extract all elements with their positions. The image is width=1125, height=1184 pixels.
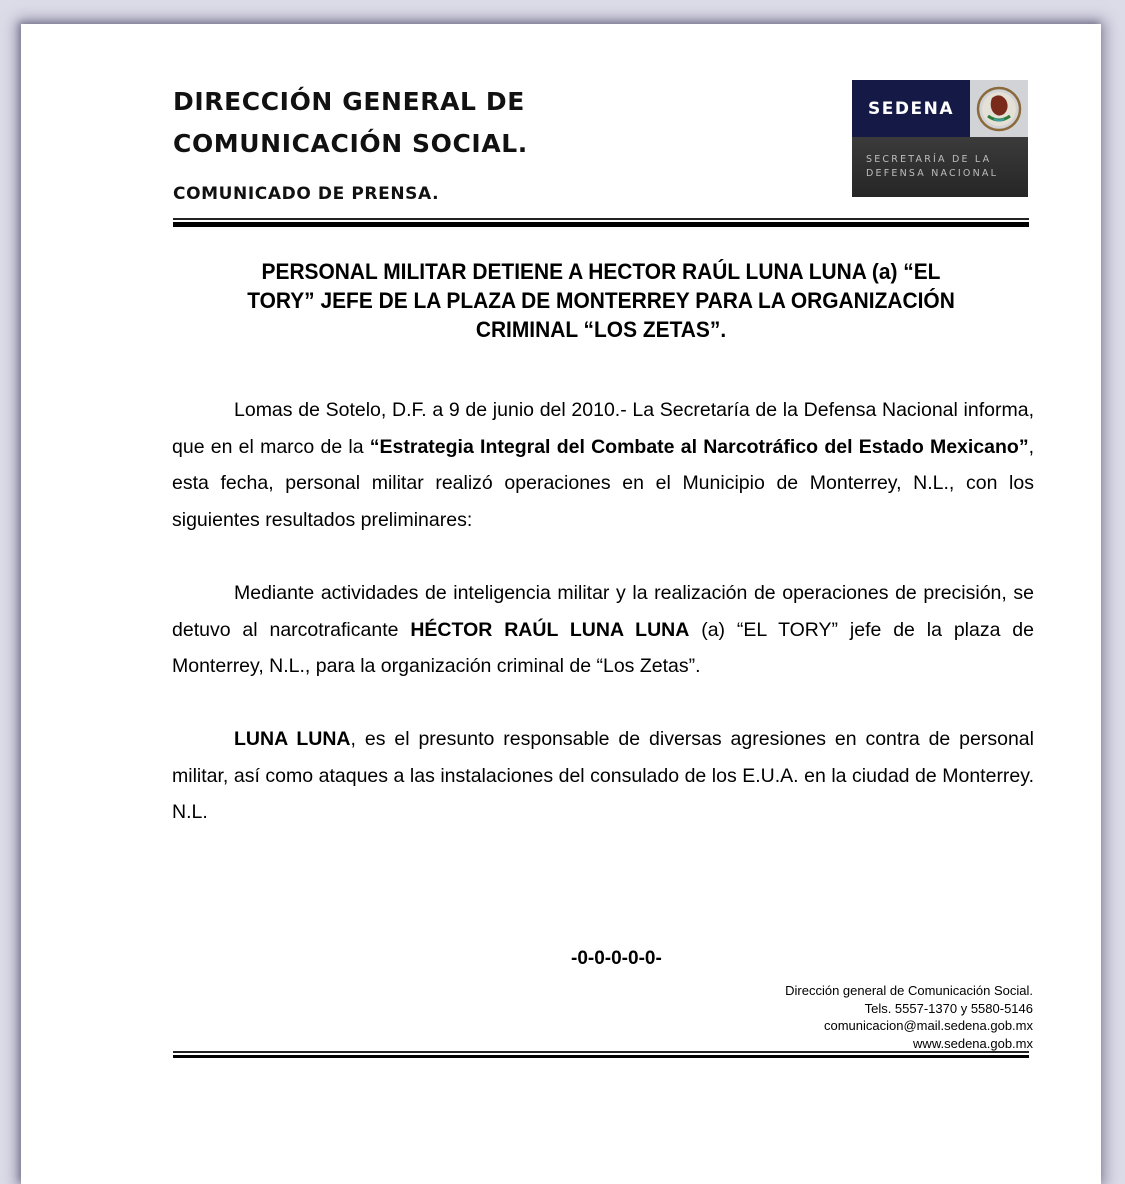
headline-line2: TORY” JEFE DE LA PLAZA DE MONTERREY PARA LA ORGANIZACIÓN (247, 288, 955, 313)
contact-office: Dirección general de Comunicación Social. (785, 983, 1033, 998)
office-title-line1: DIRECCIÓN GENERAL DE (173, 87, 525, 116)
contact-phones: Tels. 5557-1370 y 5580-5146 (864, 1000, 1033, 1016)
header-divider (173, 218, 1029, 227)
mexican-coat-of-arms-icon (970, 80, 1028, 137)
paragraph-3: LUNA LUNA, es el presunto responsable de diversas agresiones en contra de personal militar, así como ataques a las instalaciones del consulado de los E.U.A. en la ciudad de Monterrey. N.L. (172, 728, 1034, 823)
contact-email[interactable]: comunicacion@mail.sedena.gob.mx (823, 1018, 1033, 1033)
sedena-logo (852, 80, 1028, 197)
document-type: COMUNICADO DE PRENSA. (173, 184, 440, 204)
contact-block (785, 982, 1033, 1052)
logo-line2: DEFENSA NACIONAL (866, 168, 999, 179)
headline-line1: PERSONAL MILITAR DETIENE A HECTOR RAÚL LUNA LUNA (a) “EL (261, 259, 941, 284)
paragraph-2: Mediante actividades de inteligencia militar y la realización de operaciones de precisión, se detuvo al narcotraficante HÉCTOR RAÚL LUNA LUNA (a) “EL TORY” jefe de la plaza de Monterrey, N.L., para la organización criminal de “Los Zetas”. (172, 582, 1035, 677)
headline-line3: CRIMINAL “LOS ZETAS”. (475, 317, 727, 342)
office-title-line2: COMUNICACIÓN SOCIAL. (173, 129, 528, 158)
detainee-name: HÉCTOR RAÚL LUNA LUNA (410, 618, 690, 641)
detainee-surname: LUNA LUNA (234, 728, 351, 750)
strategy-name: “Estrategia Integral del Combate al Narcotráfico del Estado Mexicano” (369, 435, 1029, 458)
logo-line1: SECRETARÍA DE LA (866, 154, 992, 165)
paragraph-1: Lomas de Sotelo, D.F. a 9 de junio del 2010.- La Secretaría de la Defensa Nacional informa, que en el marco de la “Estrategia Integral del Combate al Narcotráfico del Estado Mexicano”, esta fecha, personal militar realizó operaciones en el Municipio de Monterrey, N.L., con los siguientes resultados preliminares: (172, 399, 1034, 531)
footer-divider (173, 1051, 1029, 1058)
press-release-headline (201, 257, 1001, 344)
logo-brand: SEDENA (852, 80, 970, 137)
end-separator: -0-0-0-0-0- (571, 948, 662, 969)
office-title (173, 81, 528, 165)
contact-website[interactable]: www.sedena.gob.mx (913, 1035, 1033, 1051)
document-page (21, 24, 1101, 1184)
